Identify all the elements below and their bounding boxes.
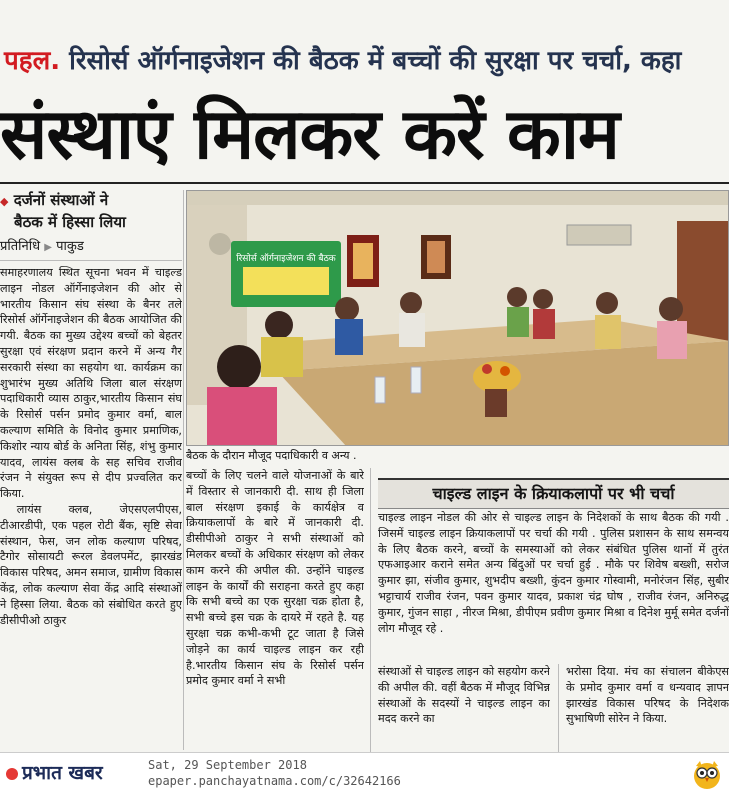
newspaper-brand[interactable] bbox=[6, 759, 103, 787]
headline-rule bbox=[0, 182, 729, 184]
column-divider bbox=[183, 190, 184, 750]
box-body-para: चाइल्ड लाइन नोडल की ओर से चाइल्ड लाइन के निदेशकों के साथ बैठक की गयी . जिसमें चाइल्ड लाइन क्रियाकलापों पर चर्चा की गयी . पुलिस प्रशासन के साथ समन्वय के लिए बैठक करने, बच्चों के समस्याओं को लेकर संबंधित पुलिस थानों में तुरंत एफआइआर कराने समेत अन्य बिंदुओं पर चर्चा हुई . मौके पर शिवेष बख्शी, सरोज कुमार झा, संजीव कुमार, शुभदीप बख्शी, कुंदन कुमार गोस्वामी, मनोरंजन सिंह, सुबीर भट्टाचार्य राजीव रंजन, पवन कुमार यादव, प्रकाश चंद्र घोष , राजीव रंजन, अनिरुद्ध कुमार, गुंजन साहा , नीरज मिश्रा, डीपीएम प्रवीण कुमार मिश्रा व दिनेश मुर्मू समेत दर्जनों लोग मौजूद रहे . bbox=[378, 511, 729, 635]
edition-meta bbox=[148, 757, 401, 789]
photo-caption: बैठक के दौरान मौजूद पदाधिकारी व अन्य . bbox=[186, 449, 357, 462]
kicker-line bbox=[0, 40, 729, 82]
banner-text: रिसोर्स ऑर्गनाइजेशन की बैठक bbox=[236, 254, 336, 264]
meeting-photo-illustration bbox=[187, 191, 729, 446]
headline: संस्थाएं मिलकर करें काम bbox=[0, 93, 619, 175]
triangle-bullet-icon: ◆ bbox=[0, 195, 9, 208]
column2-para-1: बच्चों के लिए चलने वाले योजनाओं के बारे में विस्तार से जानकारी दी. साथ ही जिला बाल संरक्षण इकाई के कार्यक्षेत्र व क्रियाकलापों के बारे में जानकारी दी. डीसीपीओ ठाकुर ने सभी संस्थाओं को मिलकर बच्चों के अधिकार संरक्षण को लेकर काम करने की अपील की. उन्होंने चाइल्ड लाइन के कार्यों की सराहना करते हुए कहा कि सभी बच्चे का एक सुरक्षा चक्र होता है, सभी बच्चे इस चक्र के दायरे में रहते है. यह सुरक्षा चक्र कभी-कभी टूट जाता है जिसे जोड़ने का कार्य चाइल्ड लाइन कर रही है.भारतीय किसान संघ के रिसोर्स पर्सन प्रमोद कुमार वर्मा ने सभी bbox=[186, 469, 364, 688]
kicker-text: रिसोर्स ऑर्गनाइजेशन की बैठक में बच्चों की सुरक्षा पर चर्चा, कहा bbox=[69, 46, 682, 76]
column1-para-1: समाहरणालय स्थित सूचना भवन में चाइल्ड लाइन नोडल ऑर्गेनाइजेशन की ओर से भारतीय किसान संघ संस्था के बैनर तले रिसोर्स ऑर्गेनाइजेशन की बैठक आयोजित की गयी. बैठक का मुख्य उद्देश्य बच्चों को बेहतर सुरक्षा एवं संरक्षण प्रदान करने में अन्य गैर सरकारी संस्था का सहयोग था. कार्यक्रम का शुभारंभ मुख्य अतिथि जिला बाल संरक्षण पदाधिकारी व्यास ठाकुर,भारतीय किसान संघ के रिसोर्स पर्सन प्रमोद कुमार वर्मा, बाल कल्याण समिति के विनोद कुमार प्रमाणिक, किशोर न्याय बोर्ड के अनिता सिंह, शंभु कुमार यादव, लायंस क्लब के सह सचिव राजीव रंजन ने संयुक्त रूप से दीप प्रज्वलित कर किया. bbox=[0, 266, 182, 501]
byline-reporter: प्रतिनिधि bbox=[0, 239, 41, 254]
owl-icon[interactable] bbox=[692, 758, 722, 790]
epaper-footer bbox=[0, 752, 729, 794]
column-divider bbox=[370, 468, 371, 752]
article-column-1 bbox=[0, 265, 182, 765]
play-arrow-icon: ▶ bbox=[44, 242, 52, 253]
article-column-2 bbox=[186, 468, 364, 768]
box-heading: चाइल्ड लाइन के क्रियाकलापों पर भी चर्चा bbox=[378, 478, 729, 509]
epaper-url[interactable]: epaper.panchayatnama.com/c/32642166 bbox=[148, 774, 401, 788]
brand-logo-icon bbox=[6, 768, 18, 780]
byline-place: पाकुड bbox=[56, 239, 84, 254]
column3-para: संस्थाओं से चाइल्ड लाइन को सहयोग करने की अपील की. वहीं बैठक में मौजूद विभिन्न संस्थाओं के सदस्यों ने चाइल्ड लाइन का मदद करने का bbox=[378, 665, 550, 726]
byline bbox=[0, 238, 182, 261]
meeting-photo bbox=[186, 190, 729, 446]
box-body bbox=[378, 510, 729, 650]
column1-para-2: लायंस क्लब, जेएसएलपीएस, टीआरडीपी, एक पहल रोटी बैंक, सृष्टि सेवा संस्थान, फेस, जन लोक कल्याण परिषद, टैगोर सोसायटी रूरल डेवलपमेंट, झारखंड विकास परिषद, अमन समाज, ग्रामीण विकास केंद्र, लोक कल्याण सेवा केंद्र आदि संस्थाओं ने हिस्सा लिया. बैठक को संबोधित करते हुए डीसीपीओ ठाकुर bbox=[0, 502, 182, 627]
edition-date: Sat, 29 September 2018 bbox=[148, 758, 307, 772]
sub-headline-line2: बैठक में हिस्सा लिया bbox=[14, 213, 126, 231]
sub-headline bbox=[0, 190, 182, 232]
kicker-lead: पहल. bbox=[4, 46, 61, 76]
brand-name: प्रभात खबर bbox=[22, 762, 103, 784]
column-divider bbox=[558, 664, 559, 752]
sub-headline-line1: दर्जनों संस्थाओं ने bbox=[13, 191, 109, 209]
column4-para: भरोसा दिया. मंच का संचालन बीकेएस के प्रमोद कुमार वर्मा व धन्यवाद ज्ञापन झारखंड विकास परिषद के निदेशक सुभाषिणी सोरेन ने किया. bbox=[566, 665, 729, 726]
